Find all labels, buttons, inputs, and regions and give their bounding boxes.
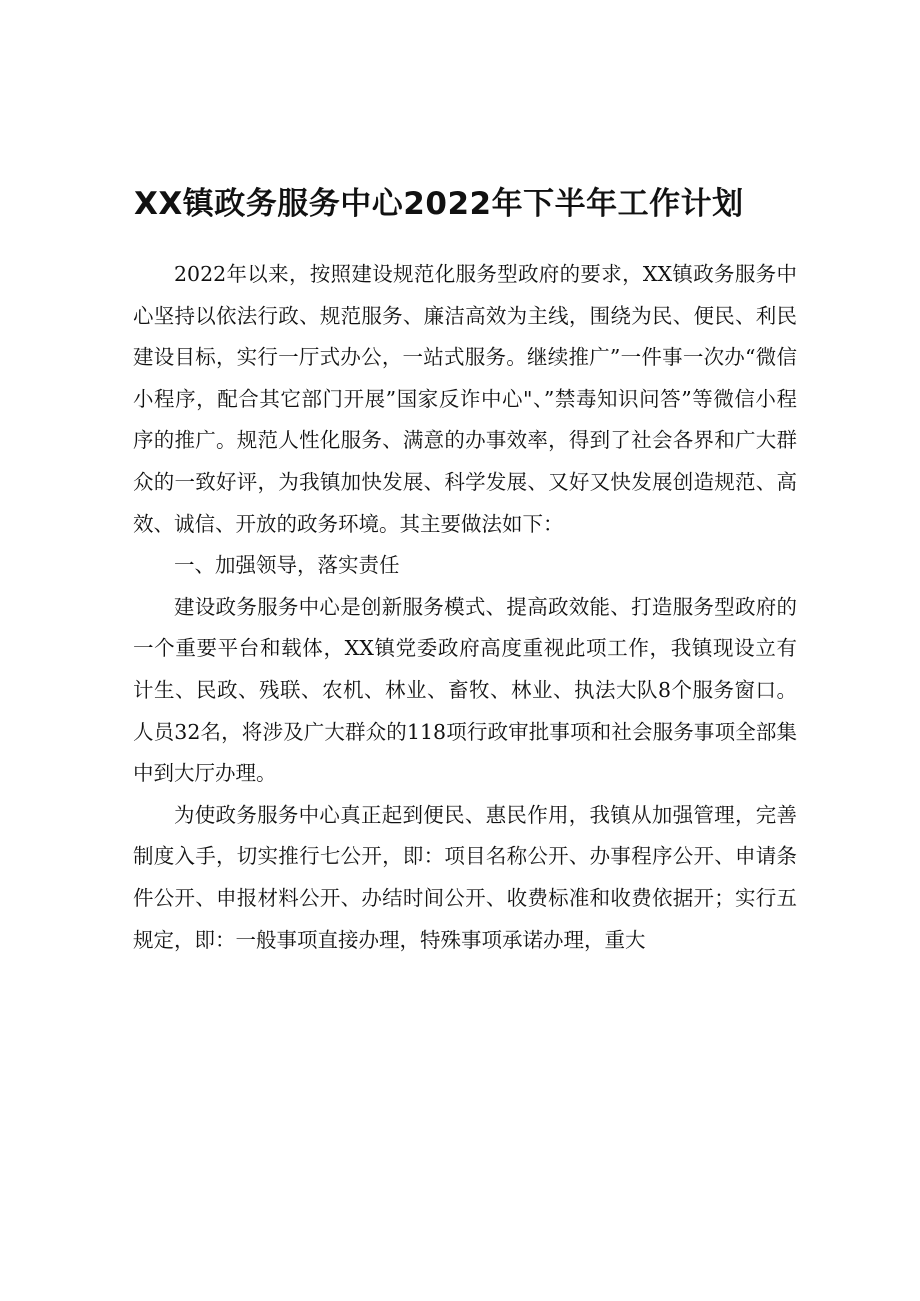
paragraph-management: 为使政务服务中心真正起到便民、惠民作用，我镇从加强管理，完善制度入手，切实推行七公开，即：项目名称公开、办事程序公开、申请条件公开、申报材料公开、办结时间公开、收费标准和收费依据开；实行五规定，即：一般事项直接办理，特殊事项承诺办理，重大 [133,802,797,952]
paragraph-service-center: 建设政务服务中心是创新服务模式、提高政效能、打造服务型政府的一个重要平台和载体，XX镇党委政府高度重视此项工作，我镇现设立有计生、民政、残联、农机、林业、畜牧、林业、执法大队8个服务窗口。人员32名，将涉及广大群众的118项行政审批事项和社会服务事项全部集中到大厅办理。 [133,594,797,786]
paragraph-intro: 2022年以来，按照建设规范化服务型政府的要求，XX镇政务服务中心坚持以依法行政、规范服务、廉洁高效为主线，围绕为民、便民、利民建设目标，实行一厅式办公，一站式服务。继续推广”一件事一次办“微信小程序，配合其它部门开展”国家反诈中心"、”禁毒知识问答”等微信小程序的推广。规范人性化服务、满意的办事效率，得到了社会各界和广大群众的一致好评，为我镇加快发展、科学发展、又好又快发展创造规范、高效、诚信、开放的政务环境。其主要做法如下： [133,262,797,536]
section-heading-1: 一、加强领导，落实责任 [174,553,400,578]
document-title: XX镇政务服务中心2022年下半年工作计划 [134,186,744,222]
document-body [133,254,797,961]
